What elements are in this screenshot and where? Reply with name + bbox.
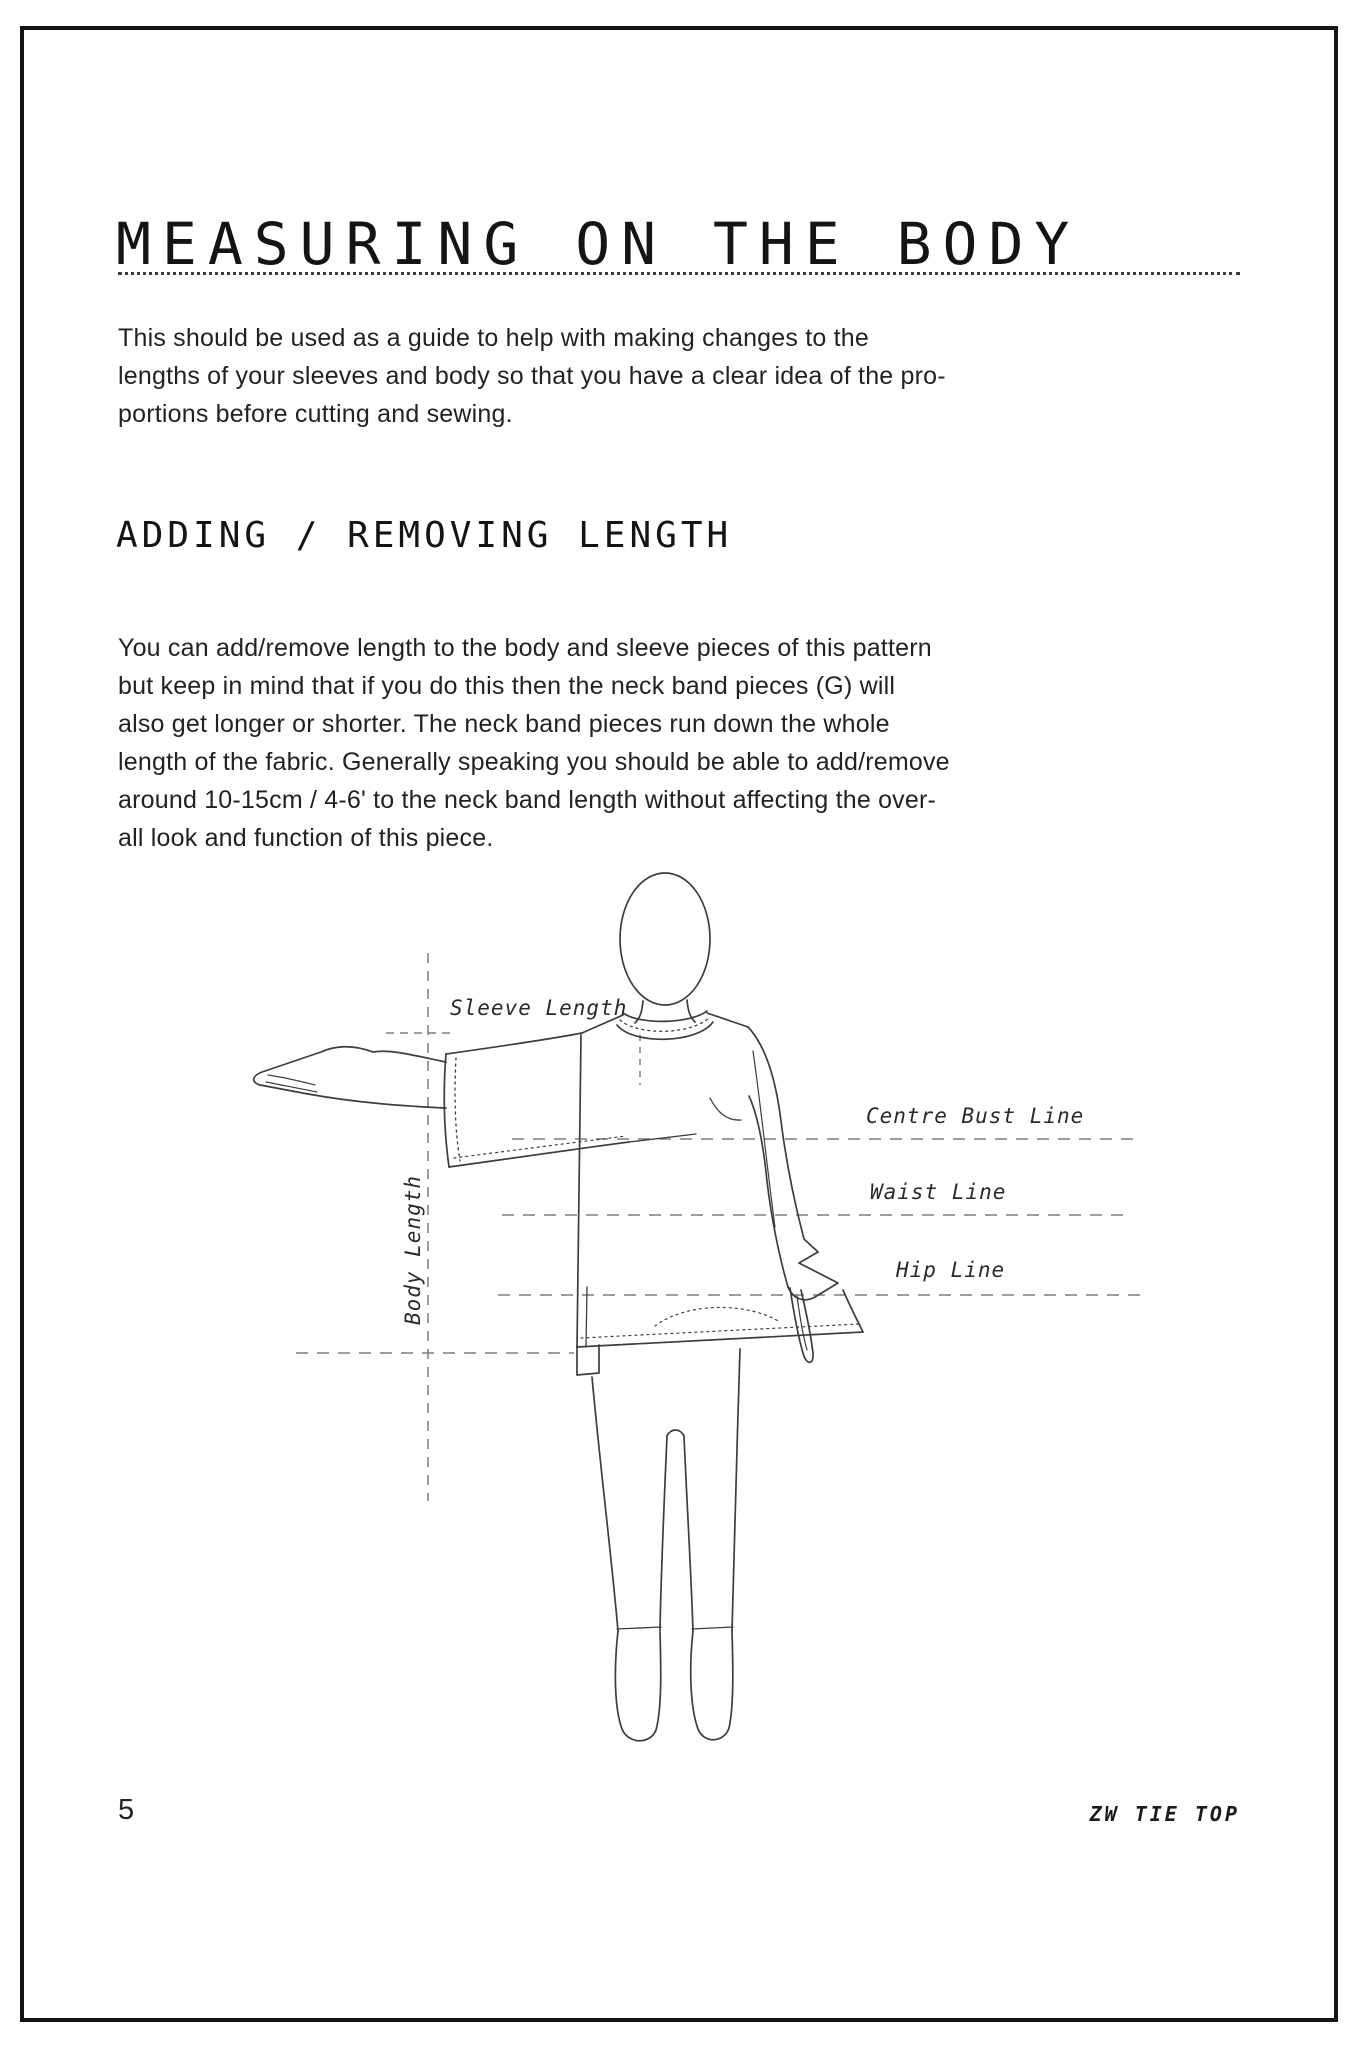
extended-left-sleeve (444, 1033, 696, 1167)
section-heading: ADDING / REMOVING LENGTH (116, 515, 733, 556)
page-title: MEASURING ON THE BODY (116, 209, 1081, 278)
neckband-collar (617, 1011, 713, 1039)
section-paragraph: You can add/remove length to the body and sleeve pieces of this pattern but keep in mind that if you do this then the neck band pieces (G) will also get longer or shorter. The neck band pieces run down the whole length of the fabric. Generally speaking you should be able to add/remove around 10-15cm / 4-6' to the neck band length without affecting the over- all look and function of this piece. (118, 634, 950, 852)
hip-line-label: Hip Line (896, 1258, 1006, 1282)
pattern-name-footer: ZW TIE TOP (1089, 1802, 1240, 1826)
waist-line-label: Waist Line (870, 1180, 1007, 1204)
right-shoulder-seam (707, 1013, 748, 1027)
legs (592, 1349, 740, 1631)
hem-line (577, 1332, 863, 1347)
feet (615, 1627, 733, 1741)
draped-right-sleeve (710, 1027, 863, 1332)
body-length-label: Body Length (401, 1174, 425, 1326)
page-number: 5 (118, 1794, 135, 1826)
figure-illustration (240, 855, 1160, 1755)
intro-paragraph: This should be used as a guide to help with making changes to the lengths of your sleeves and body so that you have a clear idea of the pro- portions before cutting and sewing. (118, 324, 946, 428)
centre-bust-line-label: Centre Bust Line (866, 1104, 1085, 1128)
head (620, 873, 710, 1005)
measurement-diagram (240, 855, 1160, 1755)
pointing-hand (254, 1047, 446, 1108)
hem-tab (577, 1345, 599, 1375)
garment-body (577, 1035, 863, 1375)
dotted-divider (118, 272, 1240, 275)
sleeve-length-label: Sleeve Length (450, 996, 628, 1020)
